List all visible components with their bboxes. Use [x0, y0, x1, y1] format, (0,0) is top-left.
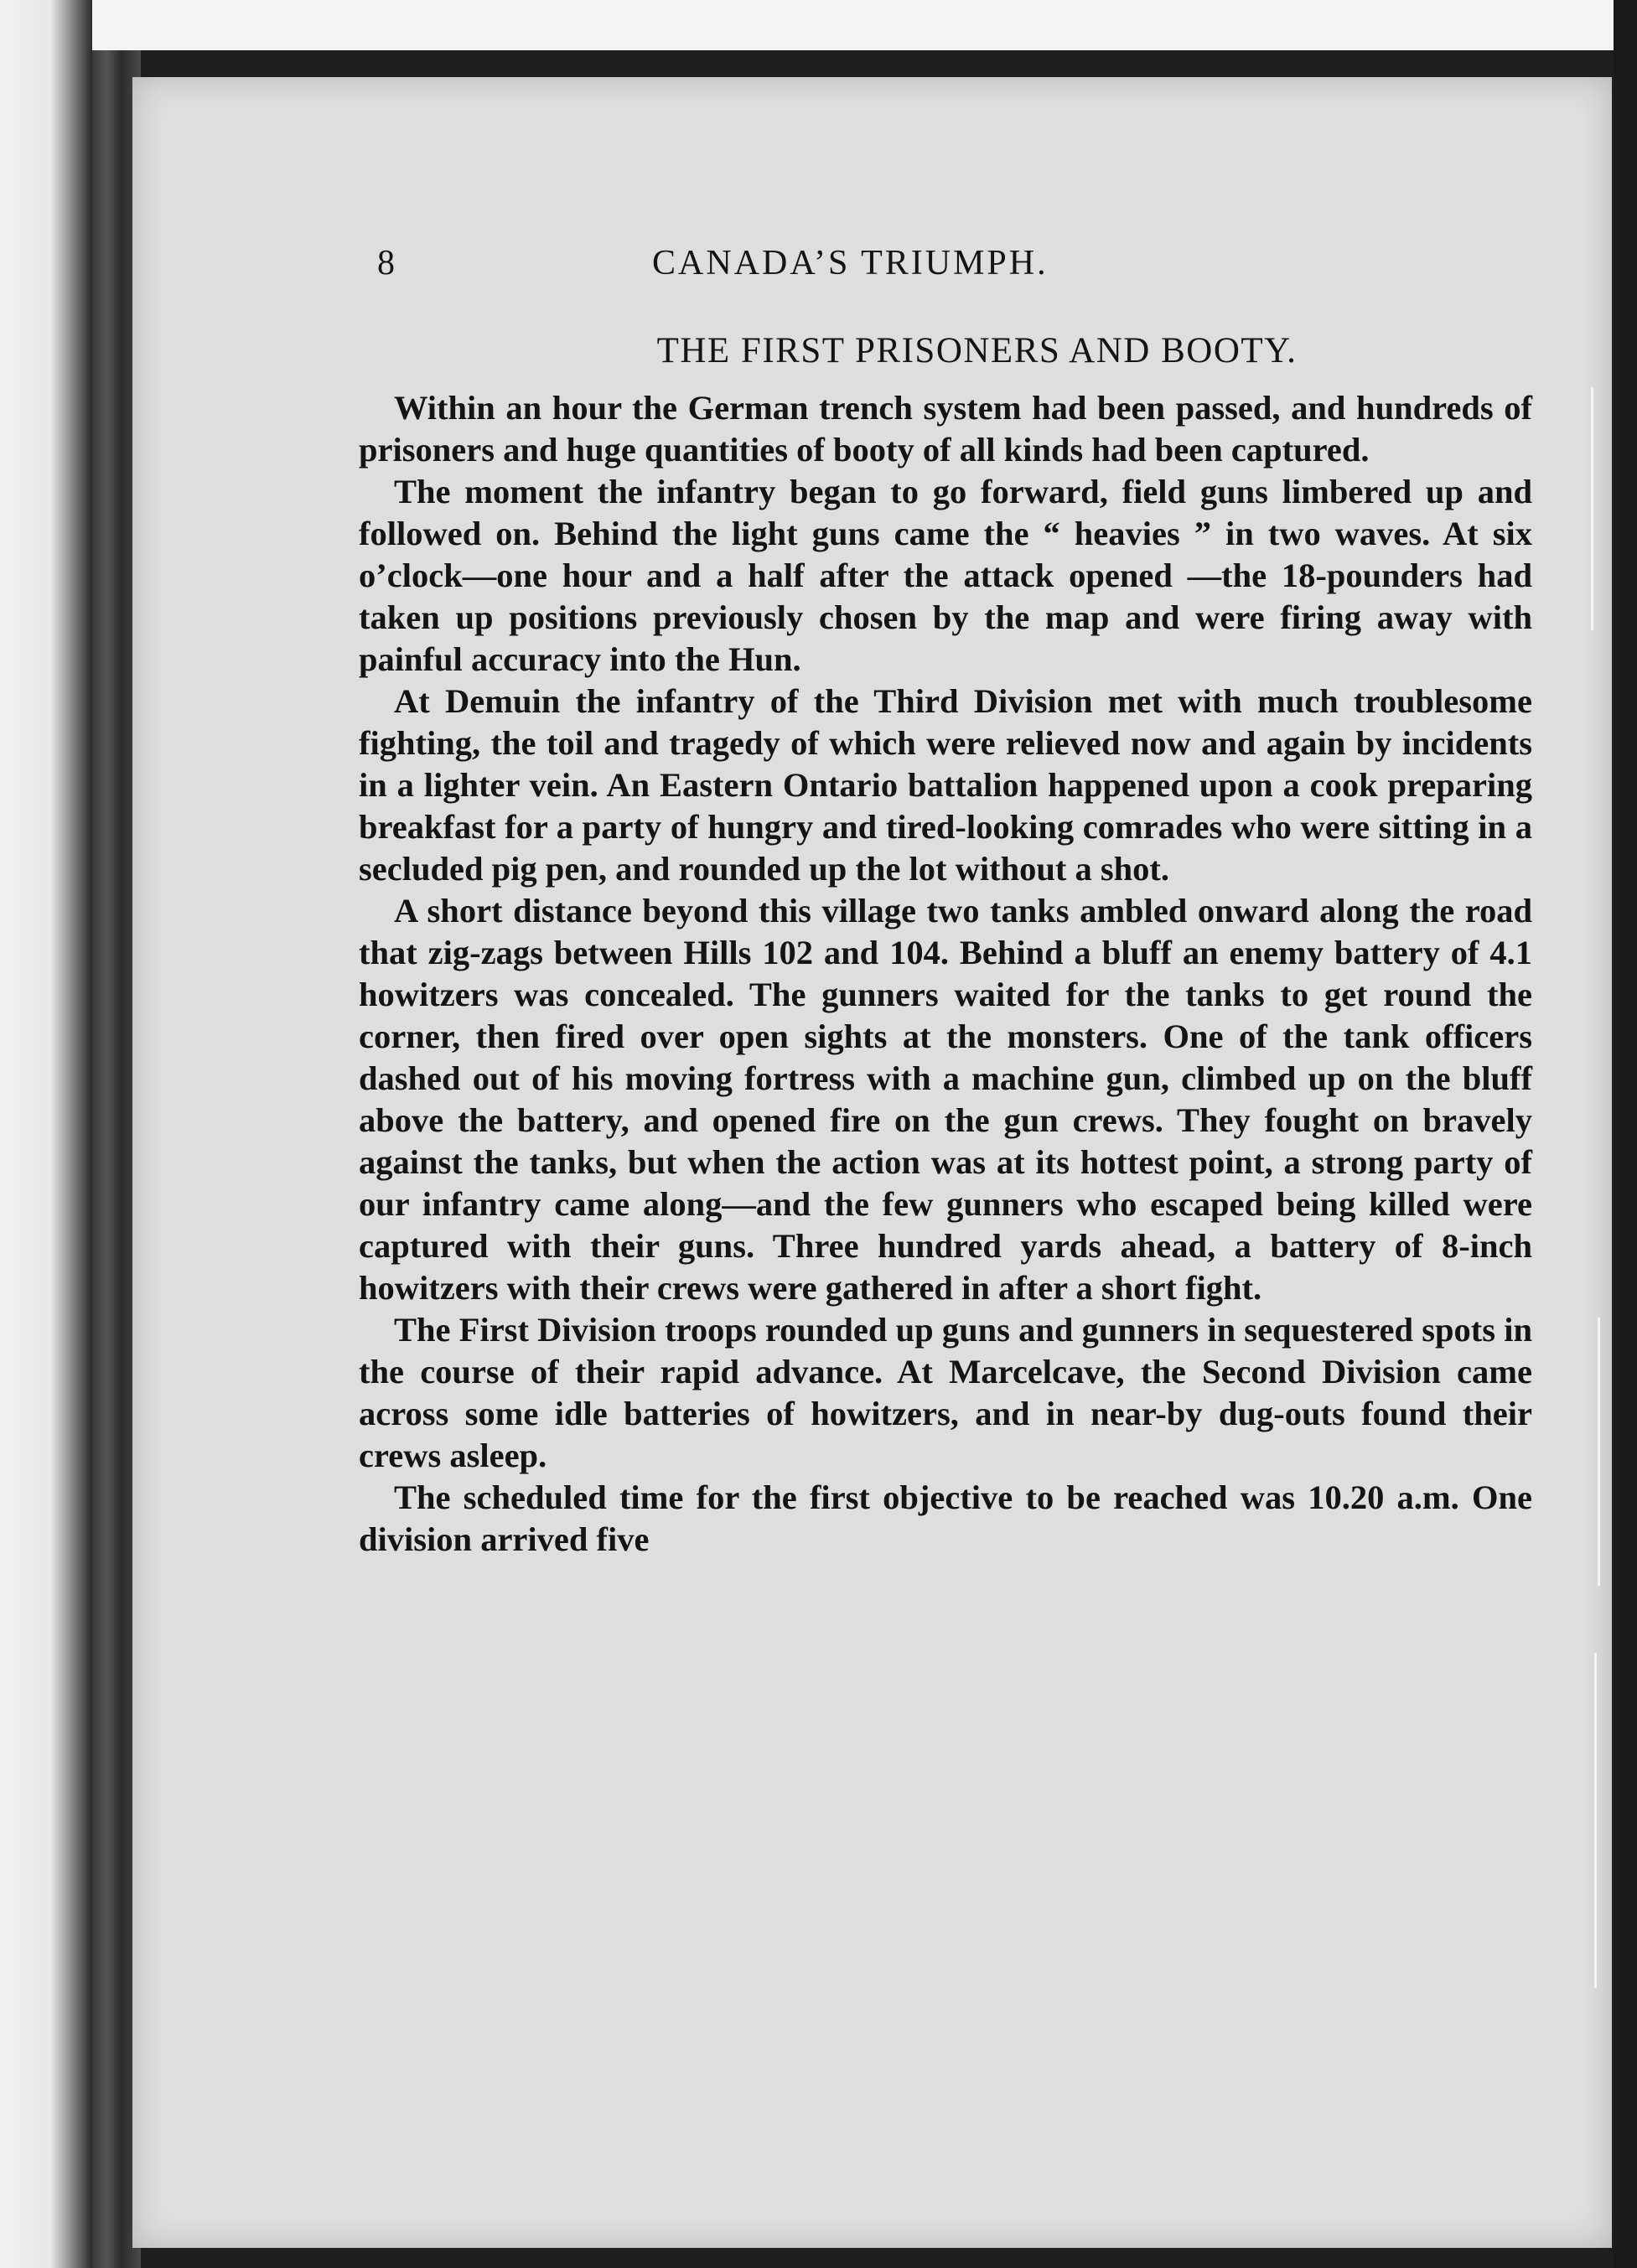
margin-scratch	[1598, 1318, 1600, 1586]
margin-scratch	[1594, 1653, 1597, 1988]
paragraph: Within an hour the German trench system had been passed, and hundreds of prisoners and huge quantities of booty of all kinds had been captured.	[359, 389, 1532, 469]
paragraph: The First Division troops rounded up guns and gunners in sequestered spots in the course of their rapid advance. At Marcelcave, the Second Division came across some idle batteries of howitzers, and in near-by dug-outs found their crews asleep.	[359, 1311, 1532, 1474]
running-head	[132, 243, 1612, 293]
body-text	[359, 387, 1532, 1561]
scan-right-margin	[1614, 0, 1637, 2268]
paragraph: The moment the infantry began to go forward, field guns limbered up and followed on. Behind the light guns came the “ heavies ” in two waves. At six o’clock—one hour and a half after the attack opened —the 18-pounders had taken up positions previously chosen by the map and were firing away with painful accuracy into the Hun.	[359, 473, 1532, 678]
paragraph: A short distance beyond this village two tanks ambled onward along the road that zig-zags between Hills 102 and 104. Behind a bluff an enemy battery of 4.1 howitzers was concealed. The gunners waited for the tanks to get round the corner, then fired over open sights at the monsters. One of the tank officers dashed out of his moving fortress with a machine gun, climbed up on the bluff above the battery, and opened fire on the gun crews. They fought on bravely against the tanks, but when the action was at its hottest point, a strong party of our infantry came along—and the few gunners who escaped being killed were captured with their guns. Three hundred yards ahead, a battery of 8-inch howitzers with their crews were gathered in after a short fight.	[359, 892, 1532, 1307]
section-heading: THE FIRST PRISONERS AND BOOTY.	[656, 331, 1298, 370]
book-page	[132, 77, 1612, 2248]
scan-left-margin	[0, 0, 92, 2268]
paragraph: At Demuin the infantry of the Third Division met with much troublesome fighting, the toil and tragedy of which were relieved now and again by incidents in a lighter vein. An Eastern Ontario battalion happened upon a cook preparing breakfast for a party of hungry and tired-looking comrades who were sitting in a secluded pig pen, and rounded up the lot without a shot.	[359, 682, 1532, 888]
paragraph: The scheduled time for the first objective to be reached was 10.20 a.m. One division arrived five	[359, 1478, 1532, 1558]
margin-scratch	[1591, 387, 1593, 630]
page-number: 8	[377, 244, 396, 282]
running-title: CANADA’S TRIUMPH.	[652, 244, 1049, 282]
scan-top-margin	[0, 0, 1637, 50]
